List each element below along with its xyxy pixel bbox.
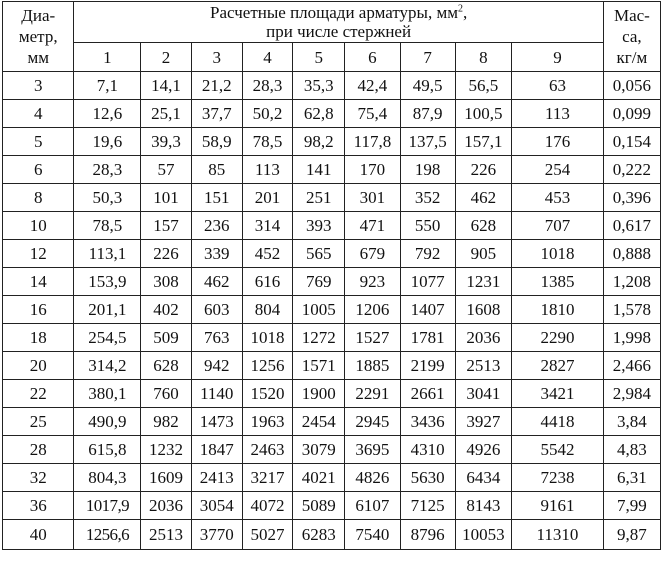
area-cell: 1473 — [191, 408, 242, 436]
table-row — [3, 156, 661, 184]
area-cell: 308 — [141, 268, 191, 296]
area-cell: 176 — [512, 128, 604, 156]
area-cell: 85 — [191, 156, 242, 184]
areas-header-line1 — [74, 3, 602, 22]
area-cell: 153,9 — [74, 268, 141, 296]
table-row — [3, 408, 661, 436]
area-cell: 4826 — [345, 464, 400, 492]
diameter-cell: 14 — [3, 268, 74, 296]
area-cell: 12,6 — [74, 100, 141, 128]
bar-count-header: 3 — [191, 43, 242, 72]
mass-cell: 1,998 — [603, 324, 660, 352]
mass-cell: 0,099 — [603, 100, 660, 128]
area-cell: 50,2 — [242, 100, 292, 128]
area-cell: 804,3 — [74, 464, 141, 492]
bar-count-header: 6 — [345, 43, 400, 72]
area-cell: 58,9 — [191, 128, 242, 156]
area-cell: 2827 — [512, 352, 604, 380]
diameter-cell: 12 — [3, 240, 74, 268]
area-cell: 804 — [242, 296, 292, 324]
area-cell: 1077 — [400, 268, 455, 296]
area-cell: 2513 — [455, 352, 511, 380]
area-cell: 14,1 — [141, 72, 191, 100]
area-cell: 462 — [455, 184, 511, 212]
area-cell: 2290 — [512, 324, 604, 352]
area-cell: 628 — [455, 212, 511, 240]
area-cell: 3770 — [191, 520, 242, 550]
diameter-cell: 5 — [3, 128, 74, 156]
area-cell: 352 — [400, 184, 455, 212]
area-cell: 3695 — [345, 436, 400, 464]
diameter-cell: 4 — [3, 100, 74, 128]
area-cell: 25,1 — [141, 100, 191, 128]
area-cell: 113 — [512, 100, 604, 128]
area-cell: 4310 — [400, 436, 455, 464]
area-cell: 314,2 — [74, 352, 141, 380]
mass-cell: 1,578 — [603, 296, 660, 324]
diameter-cell: 40 — [3, 520, 74, 550]
table-row — [3, 128, 661, 156]
bar-count-header: 5 — [293, 43, 345, 72]
area-cell: 1272 — [293, 324, 345, 352]
area-cell: 4021 — [293, 464, 345, 492]
area-cell: 1781 — [400, 324, 455, 352]
area-cell: 7125 — [400, 492, 455, 520]
bar-count-header: 7 — [400, 43, 455, 72]
area-cell: 763 — [191, 324, 242, 352]
area-cell: 707 — [512, 212, 604, 240]
area-cell: 49,5 — [400, 72, 455, 100]
area-cell: 5630 — [400, 464, 455, 492]
area-cell: 8796 — [400, 520, 455, 550]
diameter-header-line: мм — [27, 48, 49, 67]
area-cell: 760 — [141, 380, 191, 408]
area-cell: 98,2 — [293, 128, 345, 156]
area-cell: 21,2 — [191, 72, 242, 100]
area-cell: 78,5 — [74, 212, 141, 240]
diameter-header-line: Диа- — [21, 6, 56, 25]
area-cell: 3421 — [512, 380, 604, 408]
table-row — [3, 268, 661, 296]
area-cell: 3927 — [455, 408, 511, 436]
mass-cell: 6,31 — [603, 464, 660, 492]
area-cell: 2454 — [293, 408, 345, 436]
area-cell: 339 — [191, 240, 242, 268]
area-cell: 1256 — [242, 352, 292, 380]
area-cell: 37,7 — [191, 100, 242, 128]
area-cell: 236 — [191, 212, 242, 240]
area-cell: 2463 — [242, 436, 292, 464]
diameter-cell: 10 — [3, 212, 74, 240]
bar-count-header: 4 — [242, 43, 292, 72]
area-cell: 63 — [512, 72, 604, 100]
area-cell: 254 — [512, 156, 604, 184]
rebar-area-table-container — [2, 1, 661, 550]
area-cell: 471 — [345, 212, 400, 240]
area-cell: 5542 — [512, 436, 604, 464]
area-cell: 42,4 — [345, 72, 400, 100]
diameter-cell: 36 — [3, 492, 74, 520]
area-cell: 615,8 — [74, 436, 141, 464]
area-cell: 628 — [141, 352, 191, 380]
area-cell: 6107 — [345, 492, 400, 520]
area-cell: 565 — [293, 240, 345, 268]
mass-cell: 3,84 — [603, 408, 660, 436]
area-cell: 1520 — [242, 380, 292, 408]
table-row — [3, 380, 661, 408]
area-cell: 151 — [191, 184, 242, 212]
table-row — [3, 212, 661, 240]
bar-count-header: 2 — [141, 43, 191, 72]
area-cell: 792 — [400, 240, 455, 268]
area-cell: 170 — [345, 156, 400, 184]
area-cell: 2291 — [345, 380, 400, 408]
area-cell: 1900 — [293, 380, 345, 408]
areas-header-comma: , — [462, 3, 468, 22]
area-cell: 490,9 — [74, 408, 141, 436]
area-cell: 4072 — [242, 492, 292, 520]
area-cell: 62,8 — [293, 100, 345, 128]
area-cell: 75,4 — [345, 100, 400, 128]
area-cell: 1231 — [455, 268, 511, 296]
area-cell: 1609 — [141, 464, 191, 492]
area-cell: 57 — [141, 156, 191, 184]
area-cell: 2661 — [400, 380, 455, 408]
area-cell: 923 — [345, 268, 400, 296]
area-cell: 1571 — [293, 352, 345, 380]
area-cell: 28,3 — [74, 156, 141, 184]
area-cell: 1256,6 — [74, 520, 141, 550]
area-cell: 402 — [141, 296, 191, 324]
area-cell: 2945 — [345, 408, 400, 436]
area-cell: 1847 — [191, 436, 242, 464]
area-cell: 1810 — [512, 296, 604, 324]
area-cell: 10053 — [455, 520, 511, 550]
areas-header — [74, 2, 603, 43]
area-cell: 2513 — [141, 520, 191, 550]
area-cell: 7,1 — [74, 72, 141, 100]
table-row — [3, 296, 661, 324]
area-cell: 1608 — [455, 296, 511, 324]
area-cell: 78,5 — [242, 128, 292, 156]
diameter-cell: 16 — [3, 296, 74, 324]
table-row — [3, 100, 661, 128]
areas-header-text: Расчетные площади арматуры, мм — [210, 3, 458, 22]
area-cell: 3041 — [455, 380, 511, 408]
mass-header-line: Мас- — [613, 6, 650, 25]
area-cell: 6283 — [293, 520, 345, 550]
area-cell: 198 — [400, 156, 455, 184]
area-cell: 28,3 — [242, 72, 292, 100]
area-cell: 226 — [141, 240, 191, 268]
bar-count-header: 1 — [74, 43, 141, 72]
header-row-counts — [3, 43, 661, 72]
area-cell: 1017,9 — [74, 492, 141, 520]
area-cell: 3436 — [400, 408, 455, 436]
area-cell: 1005 — [293, 296, 345, 324]
diameter-cell: 6 — [3, 156, 74, 184]
area-cell: 3079 — [293, 436, 345, 464]
area-cell: 113,1 — [74, 240, 141, 268]
mass-header — [603, 2, 660, 72]
area-cell: 117,8 — [345, 128, 400, 156]
mass-cell: 2,466 — [603, 352, 660, 380]
area-cell: 982 — [141, 408, 191, 436]
area-cell: 550 — [400, 212, 455, 240]
area-cell: 6434 — [455, 464, 511, 492]
mass-cell: 7,99 — [603, 492, 660, 520]
area-cell: 453 — [512, 184, 604, 212]
table-row — [3, 520, 661, 550]
diameter-cell: 32 — [3, 464, 74, 492]
area-cell: 11310 — [512, 520, 604, 550]
area-cell: 1407 — [400, 296, 455, 324]
area-cell: 251 — [293, 184, 345, 212]
area-cell: 2413 — [191, 464, 242, 492]
area-cell: 1018 — [242, 324, 292, 352]
area-cell: 50,3 — [74, 184, 141, 212]
area-cell: 393 — [293, 212, 345, 240]
area-cell: 100,5 — [455, 100, 511, 128]
area-cell: 39,3 — [141, 128, 191, 156]
diameter-cell: 25 — [3, 408, 74, 436]
area-cell: 87,9 — [400, 100, 455, 128]
area-cell: 462 — [191, 268, 242, 296]
table-row — [3, 184, 661, 212]
area-cell: 509 — [141, 324, 191, 352]
diameter-header — [3, 2, 74, 72]
table-row — [3, 324, 661, 352]
table-row — [3, 240, 661, 268]
header-row-title — [3, 2, 661, 43]
area-cell: 1527 — [345, 324, 400, 352]
area-cell: 2036 — [141, 492, 191, 520]
area-cell: 226 — [455, 156, 511, 184]
area-cell: 141 — [293, 156, 345, 184]
area-cell: 7238 — [512, 464, 604, 492]
area-cell: 314 — [242, 212, 292, 240]
rebar-area-table — [2, 1, 661, 550]
mass-cell: 0,617 — [603, 212, 660, 240]
area-cell: 380,1 — [74, 380, 141, 408]
area-cell: 301 — [345, 184, 400, 212]
area-cell: 201 — [242, 184, 292, 212]
area-cell: 4926 — [455, 436, 511, 464]
area-cell: 769 — [293, 268, 345, 296]
diameter-cell: 8 — [3, 184, 74, 212]
diameter-header-line: метр, — [18, 27, 58, 46]
area-cell: 157 — [141, 212, 191, 240]
area-cell: 8143 — [455, 492, 511, 520]
mass-cell: 2,984 — [603, 380, 660, 408]
area-cell: 603 — [191, 296, 242, 324]
table-row — [3, 436, 661, 464]
area-cell: 2036 — [455, 324, 511, 352]
mass-cell: 0,888 — [603, 240, 660, 268]
area-cell: 1206 — [345, 296, 400, 324]
area-cell: 1385 — [512, 268, 604, 296]
area-cell: 1963 — [242, 408, 292, 436]
area-cell: 616 — [242, 268, 292, 296]
area-cell: 5027 — [242, 520, 292, 550]
diameter-cell: 20 — [3, 352, 74, 380]
mass-cell: 9,87 — [603, 520, 660, 550]
area-cell: 201,1 — [74, 296, 141, 324]
area-cell: 1885 — [345, 352, 400, 380]
area-cell: 19,6 — [74, 128, 141, 156]
diameter-cell: 28 — [3, 436, 74, 464]
areas-header-line2: при числе стержней — [266, 22, 412, 41]
mass-header-line: кг/м — [616, 48, 648, 67]
area-cell: 137,5 — [400, 128, 455, 156]
table-row — [3, 464, 661, 492]
mass-cell: 0,154 — [603, 128, 660, 156]
diameter-cell: 3 — [3, 72, 74, 100]
areas-header-superscript: 2 — [457, 3, 463, 15]
area-cell: 3054 — [191, 492, 242, 520]
area-cell: 1232 — [141, 436, 191, 464]
area-cell: 254,5 — [74, 324, 141, 352]
area-cell: 157,1 — [455, 128, 511, 156]
area-cell: 7540 — [345, 520, 400, 550]
table-row — [3, 72, 661, 100]
area-cell: 35,3 — [293, 72, 345, 100]
area-cell: 1018 — [512, 240, 604, 268]
table-row — [3, 492, 661, 520]
area-cell: 905 — [455, 240, 511, 268]
diameter-cell: 18 — [3, 324, 74, 352]
mass-cell: 0,396 — [603, 184, 660, 212]
area-cell: 679 — [345, 240, 400, 268]
mass-cell: 1,208 — [603, 268, 660, 296]
diameter-cell: 22 — [3, 380, 74, 408]
area-cell: 942 — [191, 352, 242, 380]
mass-cell: 0,056 — [603, 72, 660, 100]
area-cell: 452 — [242, 240, 292, 268]
mass-header-line: са, — [622, 27, 642, 46]
table-row — [3, 352, 661, 380]
area-cell: 1140 — [191, 380, 242, 408]
area-cell: 2199 — [400, 352, 455, 380]
bar-count-header: 9 — [512, 43, 604, 72]
area-cell: 101 — [141, 184, 191, 212]
bar-count-header: 8 — [455, 43, 511, 72]
area-cell: 56,5 — [455, 72, 511, 100]
area-cell: 113 — [242, 156, 292, 184]
mass-cell: 4,83 — [603, 436, 660, 464]
table-body — [3, 72, 661, 550]
area-cell: 4418 — [512, 408, 604, 436]
area-cell: 3217 — [242, 464, 292, 492]
mass-cell: 0,222 — [603, 156, 660, 184]
area-cell: 9161 — [512, 492, 604, 520]
area-cell: 5089 — [293, 492, 345, 520]
